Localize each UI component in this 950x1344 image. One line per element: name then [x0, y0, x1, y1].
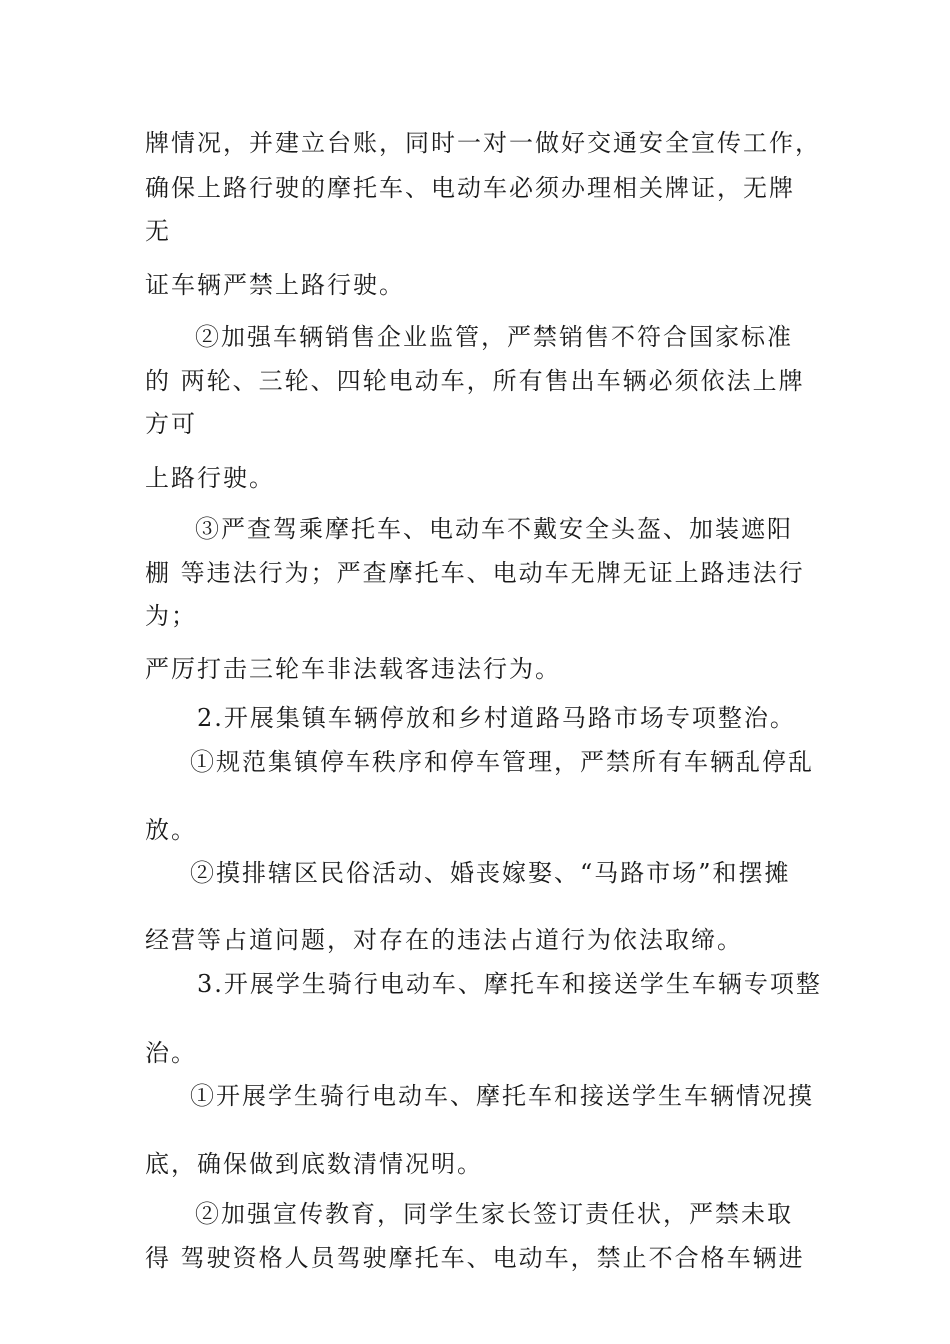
paragraph-line: 确保上路行驶的摩托车、电动车必须办理相关牌证，无牌	[145, 174, 795, 202]
section-heading: 2.开展集镇车辆停放和乡村道路马路市场专项整治。	[197, 704, 796, 732]
paragraph-line: 牌情况，并建立台账，同时一对一做好交通安全宣传工作，	[145, 129, 821, 157]
paragraph-line: 方可	[145, 410, 197, 438]
paragraph-line: 治。	[145, 1039, 197, 1067]
section-heading: 3.开展学生骑行电动车、摩托车和接送学生车辆专项整	[197, 970, 822, 998]
paragraph-line: 经营等占道问题，对存在的违法占道行为依法取缔。	[145, 926, 743, 954]
paragraph-line: 底，确保做到底数清情况明。	[145, 1150, 483, 1178]
paragraph-line: ①规范集镇停车秩序和停车管理，严禁所有车辆乱停乱	[190, 748, 814, 776]
paragraph-line: ③严查驾乘摩托车、电动车不戴安全头盔、加装遮阳	[195, 515, 793, 543]
paragraph-line: ①开展学生骑行电动车、摩托车和接送学生车辆情况摸	[190, 1082, 814, 1110]
paragraph-line: 的 两轮、三轮、四轮电动车，所有售出车辆必须依法上牌	[145, 367, 805, 395]
paragraph-line: 放。	[145, 816, 197, 844]
paragraph-line: 棚 等违法行为；严查摩托车、电动车无牌无证上路违法行	[145, 559, 805, 587]
paragraph-line: 为；	[145, 602, 197, 630]
paragraph-line: ②加强宣传教育，同学生家长签订责任状，严禁未取	[195, 1200, 793, 1228]
paragraph-line: 严厉打击三轮车非法载客违法行为。	[145, 655, 561, 683]
paragraph-line: 证车辆严禁上路行驶。	[145, 271, 405, 299]
paragraph-line: 得 驾驶资格人员驾驶摩托车、电动车，禁止不合格车辆进	[145, 1244, 805, 1272]
paragraph-line: ②摸排辖区民俗活动、婚丧嫁娶、“马路市场”和摆摊	[190, 859, 791, 887]
paragraph-line: 无	[145, 217, 171, 245]
paragraph-line: 上路行驶。	[145, 464, 275, 492]
paragraph-line: ②加强车辆销售企业监管，严禁销售不符合国家标准	[195, 323, 793, 351]
